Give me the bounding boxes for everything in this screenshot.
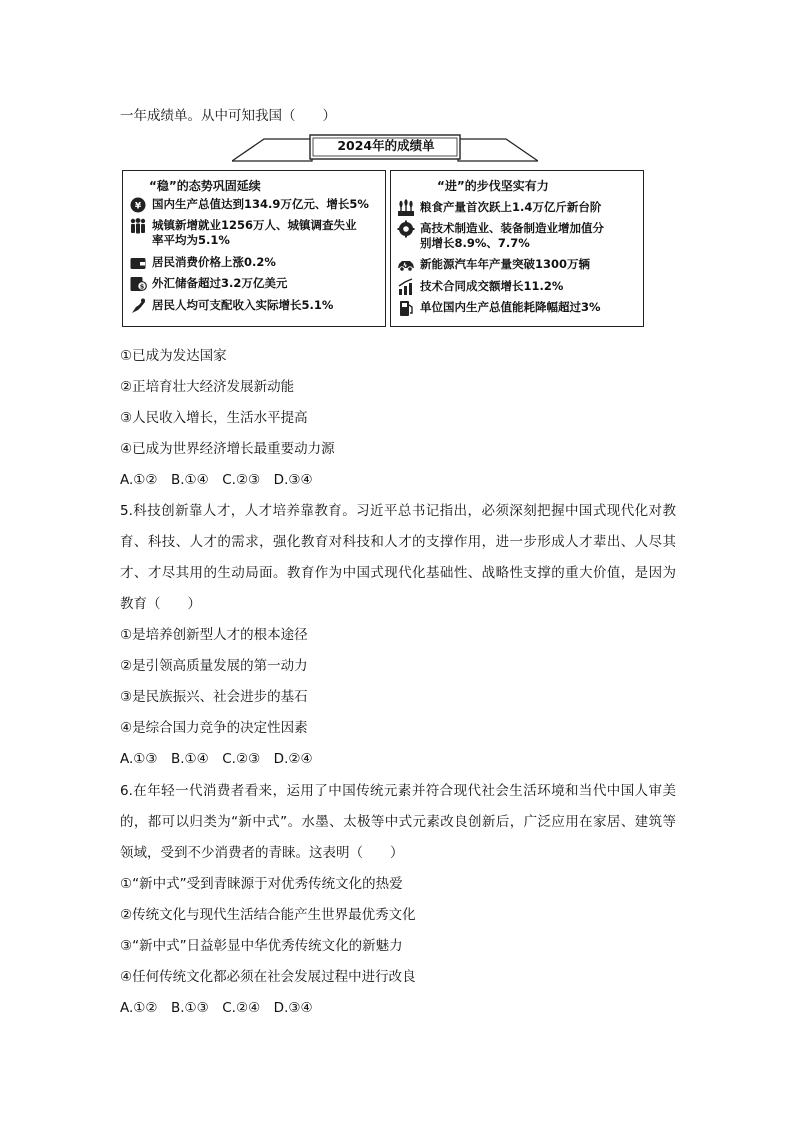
stability-item (129, 276, 287, 293)
stability-item (129, 218, 357, 248)
q6-option: ④任何传统文化都必须在社会发展过程中进行改良 (120, 969, 416, 985)
chart-icon (397, 278, 415, 296)
people-icon (129, 217, 147, 235)
progress-item (397, 200, 601, 217)
item-text: 技术合同成交额增长11.2% (420, 279, 564, 293)
progress-title: “进”的步伐坚实有力 (437, 179, 549, 193)
q5-option: ②是引领高质量发展的第一动力 (120, 658, 308, 674)
q5-choices: A.①③ B.①④ C.②③ D.②④ (120, 751, 313, 767)
q6-stem: 的，都可以归类为“新中式”。水墨、太极等中式元素改良创新后，广泛应用在家居、建筑等 (120, 814, 676, 830)
progress-panel (390, 170, 644, 327)
item-text: 居民消费价格上涨0.2% (152, 255, 276, 269)
item-text: 国内生产总值达到134.9万亿元、增长5% (152, 197, 369, 211)
item-text-cont: 别增长8.9%、7.7% (420, 236, 530, 250)
stability-item (129, 197, 369, 214)
stability-title: “稳”的态势巩固延续 (149, 179, 261, 193)
progress-item (397, 279, 563, 296)
item-text-cont: 率平均为5.1% (152, 233, 230, 247)
q5-option: ③是民族振兴、社会进步的基石 (120, 689, 308, 705)
car-icon (397, 256, 415, 274)
q6-stem: 领域，受到不少消费者的青睐。这表明（ ） (120, 845, 404, 861)
grain-icon (397, 199, 415, 217)
q6-option: ③“新中式”日益彰显中华优秀传统文化的新魅力 (120, 938, 403, 954)
fuel-icon (397, 299, 415, 317)
svg-text:¥: ¥ (134, 201, 142, 212)
progress-item (397, 300, 601, 317)
item-text: 新能源汽车年产量突破1300万辆 (420, 257, 591, 271)
q5-stem: 才、才尽其用的生动局面。教育作为中国式现代化基础性、战略性支撑的重大价值，是因为 (120, 565, 676, 581)
hand-icon (129, 297, 147, 315)
q4-option: ④已成为世界经济增长最重要动力源 (120, 441, 335, 457)
q5-option: ④是综合国力竞争的决定性因素 (120, 720, 308, 736)
gdp-icon (129, 196, 147, 214)
item-text: 外汇储备超过3.2万亿美元 (152, 276, 288, 290)
wallet-icon (129, 254, 147, 272)
svg-text:$: $ (139, 282, 145, 291)
intro-text: 一年成绩单。从中可知我国（ ） (120, 108, 336, 124)
q4-option: ③人民收入增长，生活水平提高 (120, 410, 308, 426)
q6-stem: 6.在年轻一代消费者看来，运用了中国传统元素并符合现代社会生活环境和当代中国人审美 (120, 783, 676, 799)
q4-option: ①已成为发达国家 (120, 348, 227, 364)
item-text: 单位国内生产总值能耗降幅超过3% (420, 300, 601, 314)
q6-choices: A.①② B.①③ C.②④ D.③④ (120, 1000, 313, 1016)
stability-item (129, 255, 276, 272)
tech-icon (397, 220, 415, 238)
dollar-icon (129, 275, 147, 293)
item-text: 居民人均可支配收入实际增长5.1% (152, 298, 334, 312)
stability-item (129, 298, 333, 315)
q5-option: ①是培养创新型人才的根本途径 (120, 627, 308, 643)
q4-option: ②正培育壮大经济发展新动能 (120, 379, 295, 395)
q5-stem: 教育（ ） (120, 596, 201, 612)
item-text: 城镇新增就业1256万人、城镇调查失业 (152, 218, 357, 232)
item-text: 粮食产量首次跃上1.4万亿斤新台阶 (420, 200, 602, 214)
item-text: 高技术制造业、装备制造业增加值分 (420, 221, 604, 235)
q4-choices: A.①② B.①④ C.②③ D.③④ (120, 472, 313, 488)
q6-option: ②传统文化与现代生活结合能产生世界最优秀文化 (120, 907, 416, 923)
progress-item (397, 257, 590, 274)
stability-panel (122, 170, 386, 327)
q5-stem: 5.科技创新靠人才，人才培养靠教育。习近平总书记指出，必须深刻把握中国式现代化对教 (120, 503, 676, 519)
report-title: 2024年的成绩单 (337, 138, 435, 153)
q6-option: ①“新中式”受到青睐源于对优秀传统文化的热爱 (120, 876, 403, 892)
q5-stem: 育、科技、人才的需求，强化教育对科技和人才的支撑作用，进一步形成人才辈出、人尽其 (120, 534, 676, 550)
progress-item (397, 221, 604, 251)
